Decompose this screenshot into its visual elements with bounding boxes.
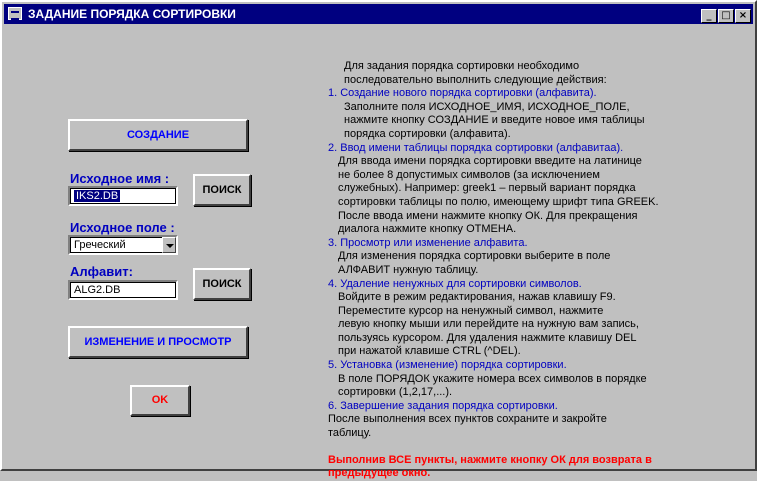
step-1-text: нажмите кнопку СОЗДАНИЕ и введите новое имя таблицы — [344, 114, 645, 127]
step-4-text: левую кнопку мыши или перейдите на нужную вам запись, — [338, 318, 639, 331]
app-icon[interactable] — [8, 7, 22, 20]
alphabet-input[interactable] — [68, 280, 178, 300]
step-2-text: не более 8 допустимых символов (за исключением — [338, 168, 600, 181]
step-4-text: Переместите курсор на ненужный символ, нажмите — [338, 304, 604, 317]
step-4-text: при нажатой клавише CTRL (^DEL). — [338, 345, 521, 358]
source-field-label: Исходное поле : — [70, 220, 175, 235]
step-5-text: сортировки (1,2,17,...). — [338, 386, 453, 399]
step-2-heading: 2. Ввод имени таблицы порядка сортировки (алфавитаа). — [328, 141, 624, 154]
ok-button[interactable]: OK — [130, 385, 190, 416]
intro-line: Для задания порядка сортировки необходимо — [344, 60, 580, 72]
window-title: ЗАДАНИЕ ПОРЯДКА СОРТИРОВКИ — [28, 7, 236, 21]
step-2-text: После ввода имени нажмите кнопку ОК. Для прекращения — [338, 209, 638, 222]
search-alphabet-button[interactable]: ПОИСК — [193, 268, 251, 300]
step-4-heading: 4. Удаление ненужных для сортировки символов. — [328, 277, 582, 290]
instructions-panel — [324, 60, 724, 481]
spacer — [324, 441, 724, 454]
source-field-value: Греческий — [74, 239, 126, 251]
step-4-text: пользуясь курсором. Для удаления нажмите клавишу DEL — [338, 331, 637, 344]
step-3-text: Для изменения порядка сортировки выберите в поле — [338, 250, 611, 263]
step-1-text: порядка сортировки (алфавита). — [344, 127, 511, 140]
step-2-text: сортировки таблицы по полю, имеющему шрифт типа GREEK. — [338, 195, 659, 208]
alphabet-label: Алфавит: — [70, 264, 133, 279]
step-1-text: Заполните поля ИСХОДНОЕ_ИМЯ, ИСХОДНОЕ_ПОЛЕ, — [344, 100, 630, 113]
step-5-text: В поле ПОРЯДОК укажите номера всех символов в порядке — [338, 372, 647, 385]
step-2-text: Для ввода имени порядка сортировки введите на латинице — [338, 155, 642, 168]
title-bar[interactable] — [4, 4, 753, 24]
source-name-value: IKS2.DB — [76, 190, 119, 202]
intro-line: последовательно выполнить следующие действия: — [344, 73, 607, 86]
close-button[interactable]: × — [735, 9, 751, 23]
source-name-label: Исходное имя : — [70, 171, 170, 186]
maximize-button[interactable]: □ — [718, 9, 734, 23]
warning-text: предыдущее окно. — [328, 467, 431, 480]
step-5-heading: 5. Установка (изменение) порядка сортировки. — [328, 359, 567, 372]
alphabet-value: ALG2.DB — [74, 284, 121, 296]
step-6-text: таблицу. — [328, 427, 372, 440]
chevron-down-icon[interactable] — [162, 237, 176, 253]
create-button[interactable]: СОЗДАНИЕ — [68, 119, 248, 151]
step-1-heading: 1. Создание нового порядка сортировки (алфавита). — [328, 87, 597, 100]
step-3-text: АЛФАВИТ нужную таблицу. — [338, 263, 479, 276]
search-source-name-button[interactable]: ПОИСК — [193, 174, 251, 206]
step-4-text: Войдите в режим редактирования, нажав клавишу F9. — [338, 291, 616, 304]
warning-text: Выполнив ВСЕ пункты, нажмите кнопку ОК для возврата в — [328, 453, 652, 466]
step-6-heading: 6. Завершение задания порядка сортировки. — [328, 399, 558, 412]
step-2-text: диалога нажмите кнопку ОТМЕНА. — [338, 223, 517, 236]
minimize-button[interactable]: _ — [701, 9, 717, 23]
source-name-input[interactable] — [68, 186, 178, 206]
step-2-text: служебных). Например: greek1 – первый вариант порядка — [338, 182, 636, 195]
edit-view-button[interactable]: ИЗМЕНЕНИЕ И ПРОСМОТР — [68, 326, 248, 358]
step-3-heading: 3. Просмотр или изменение алфавита. — [328, 236, 528, 249]
source-field-select[interactable] — [68, 235, 178, 255]
step-6-text: После выполнения всех пунктов сохраните и закройте — [328, 413, 607, 426]
